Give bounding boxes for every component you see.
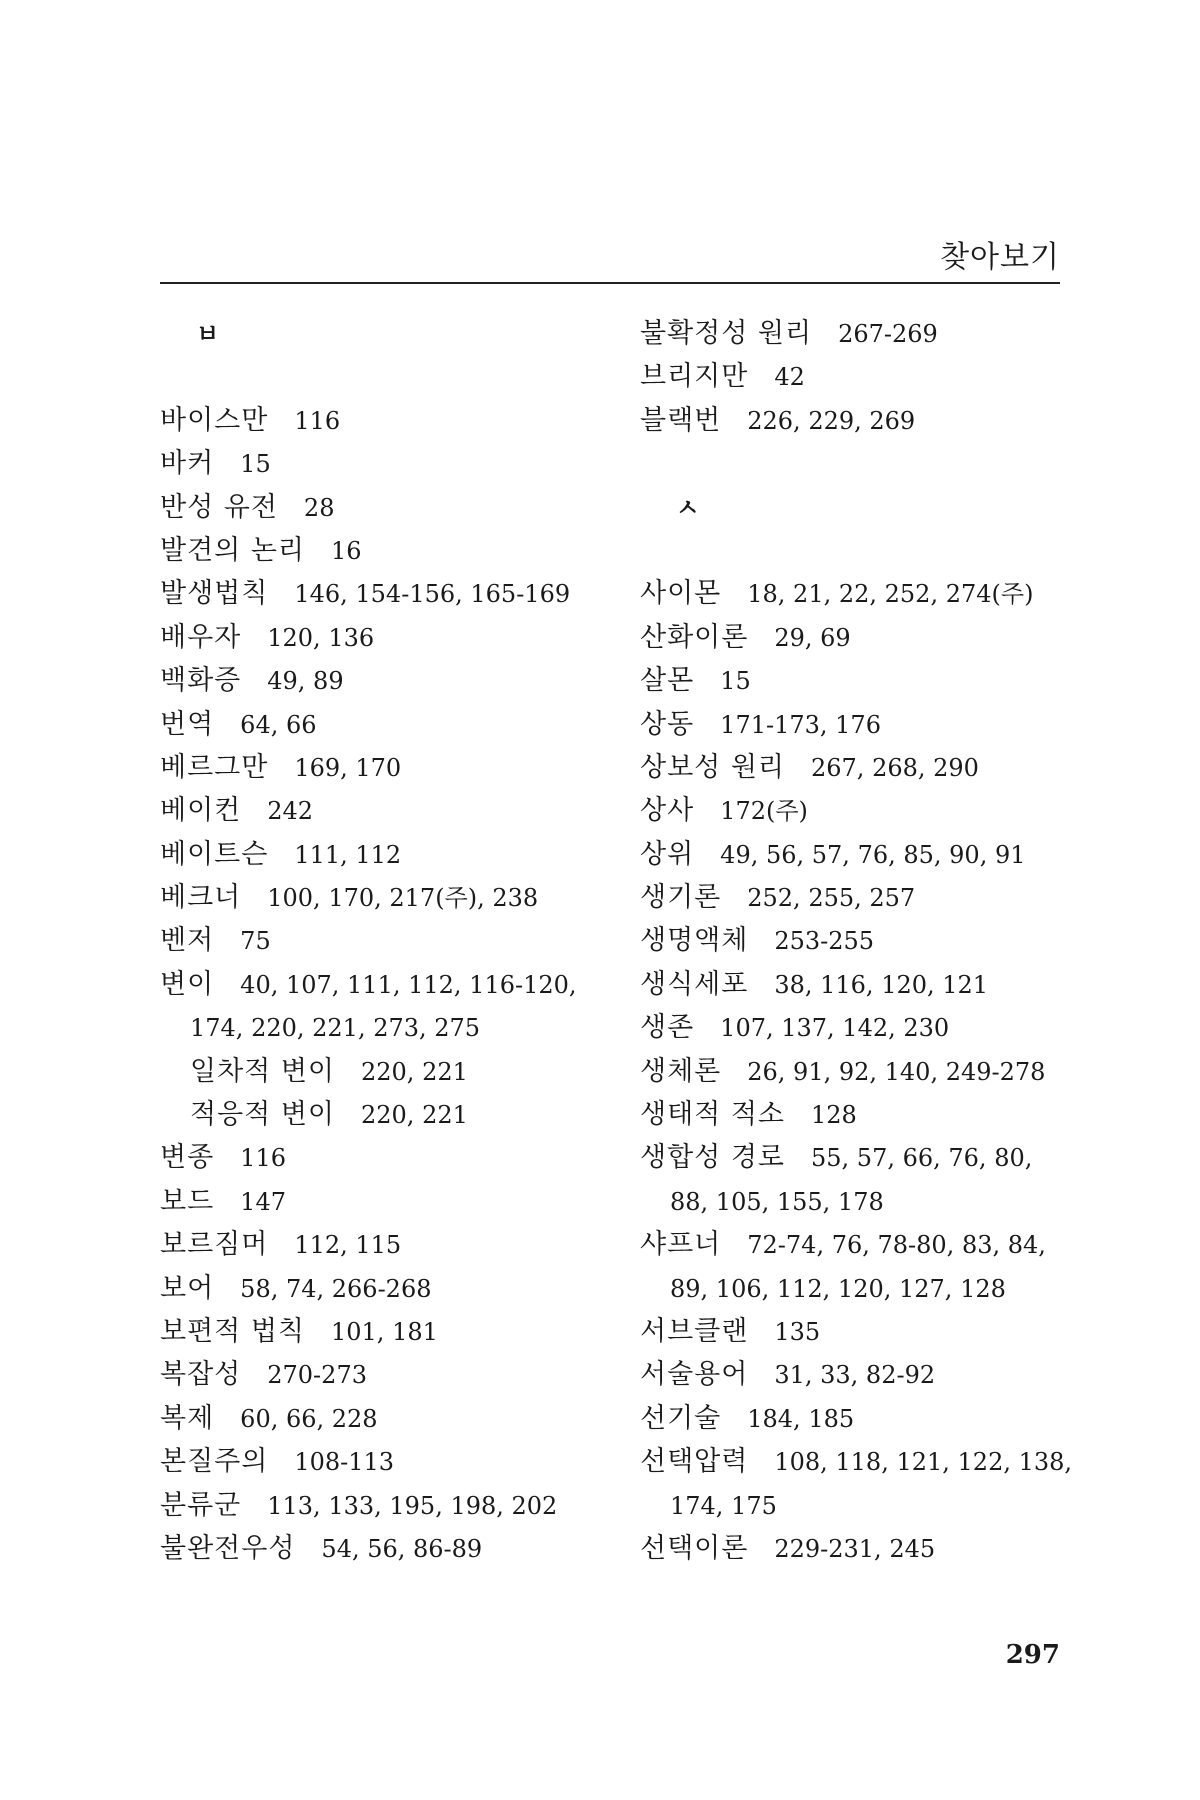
index-page-refs: 172(주) (720, 797, 808, 826)
index-entry (160, 399, 610, 442)
index-page-refs: 111, 112 (294, 840, 402, 869)
index-subentry (160, 1093, 610, 1136)
index-entry (640, 572, 1090, 615)
index-page-refs: 253-255 (774, 927, 875, 956)
index-entry (160, 1353, 610, 1396)
index-term: 일차적 변이 (190, 1055, 335, 1087)
index-page-refs: 116 (240, 1144, 286, 1173)
index-entry (160, 1397, 610, 1440)
index-entry (640, 1310, 1090, 1353)
index-term: 블랙번 (640, 404, 722, 436)
index-column-left (160, 312, 610, 1570)
index-term: 상동 (640, 708, 695, 740)
index-entry (640, 1440, 1090, 1483)
index-section-heading: ㅅ (676, 492, 700, 522)
index-page-refs: 31, 33, 82-92 (774, 1361, 936, 1390)
index-term: 선기술 (640, 1402, 722, 1434)
index-page-refs: 174, 175 (670, 1491, 777, 1520)
index-page-refs: 42 (774, 363, 805, 392)
index-page-refs: 120, 136 (267, 623, 375, 652)
index-page-refs: 146, 154-156, 165-169 (294, 580, 571, 609)
index-page-refs: 40, 107, 111, 112, 116-120, (240, 970, 577, 999)
index-entry (640, 703, 1090, 746)
index-term: 선택이론 (640, 1532, 749, 1564)
page-number: 297 (1005, 1640, 1060, 1670)
index-entry (640, 616, 1090, 659)
index-term: 상보성 원리 (640, 751, 785, 783)
index-page-refs: 108, 118, 121, 122, 138, (774, 1448, 1073, 1477)
index-entry-continuation (160, 1006, 610, 1049)
index-term: 불완전우성 (160, 1532, 296, 1564)
index-term: 바커 (160, 448, 215, 480)
index-term: 바이스만 (160, 404, 269, 436)
index-page-refs: 26, 91, 92, 140, 249-278 (747, 1057, 1046, 1086)
index-page-refs: 135 (774, 1317, 821, 1346)
index-term: 생식세포 (640, 968, 749, 1000)
index-page-refs: 267, 268, 290 (811, 753, 979, 782)
index-entry (160, 1136, 610, 1179)
index-entry (640, 659, 1090, 702)
index-entry (160, 616, 610, 659)
index-term: 발견의 논리 (160, 534, 305, 566)
blank-line (160, 355, 610, 398)
index-term: 사이몬 (640, 578, 722, 610)
index-page-refs: 64, 66 (240, 710, 317, 739)
index-page-refs: 252, 255, 257 (747, 884, 916, 913)
index-section-heading: ㅂ (196, 319, 220, 348)
index-term: 발생법칙 (160, 578, 269, 610)
index-entry (640, 1223, 1090, 1266)
index-entry (160, 789, 610, 832)
index-term: 생명액체 (640, 925, 749, 957)
index-term: 생기론 (640, 882, 722, 914)
index-page-refs: 270-273 (267, 1361, 367, 1390)
index-term: 생체론 (640, 1055, 722, 1087)
index-entry (640, 963, 1090, 1006)
index-entry (160, 442, 610, 485)
index-entry (160, 1484, 610, 1527)
index-page-refs: 220, 221 (361, 1101, 468, 1130)
index-entry (640, 1527, 1090, 1570)
index-page-refs: 169, 170 (294, 753, 402, 782)
index-term: 상사 (640, 795, 695, 827)
index-entry (160, 1180, 610, 1223)
index-term: 브리지만 (640, 361, 749, 393)
index-page-refs: 101, 181 (331, 1317, 438, 1346)
index-entry (160, 1267, 610, 1310)
index-term: 상위 (640, 838, 695, 870)
index-page-refs: 38, 116, 120, 121 (774, 970, 989, 999)
index-term: 서브클랜 (640, 1315, 749, 1347)
index-term: 복잡성 (160, 1359, 242, 1391)
index-entry (160, 746, 610, 789)
index-page-refs: 29, 69 (774, 623, 851, 652)
index-entry (640, 746, 1090, 789)
index-term: 베크너 (160, 882, 242, 914)
index-entry (160, 833, 610, 876)
index-entry (160, 703, 610, 746)
index-term: 불확정성 원리 (640, 318, 813, 349)
index-entry (160, 529, 610, 572)
index-subentry (160, 1050, 610, 1093)
index-term: 보드 (160, 1185, 215, 1217)
index-entry (640, 833, 1090, 876)
index-term: 보편적 법칙 (160, 1315, 305, 1347)
index-entry (160, 1527, 610, 1570)
index-entry (160, 659, 610, 702)
index-page-refs: 88, 105, 155, 178 (670, 1187, 884, 1216)
index-page-refs: 18, 21, 22, 252, 274(주) (747, 580, 1034, 609)
index-term: 백화증 (160, 665, 242, 697)
header-rule (160, 282, 1060, 284)
index-entry (640, 312, 1090, 355)
index-page-refs: 49, 56, 57, 76, 85, 90, 91 (720, 840, 1026, 869)
index-term: 베이컨 (160, 795, 242, 827)
index-entry (640, 919, 1090, 962)
index-page-refs: 28 (303, 493, 335, 522)
index-page-refs: 15 (720, 667, 751, 696)
index-term: 생태적 적소 (640, 1099, 785, 1131)
index-entry-continuation (640, 1484, 1090, 1527)
index-page-refs: 54, 56, 86-89 (321, 1534, 483, 1563)
index-entry (160, 919, 610, 962)
index-page-refs: 147 (240, 1187, 286, 1216)
index-page-refs: 242 (267, 797, 314, 826)
index-term: 본질주의 (160, 1446, 269, 1478)
index-page-refs: 184, 185 (747, 1404, 855, 1433)
index-term: 변이 (160, 968, 215, 1000)
index-entry (640, 399, 1090, 442)
index-page-refs: 113, 133, 195, 198, 202 (267, 1491, 558, 1520)
running-head: 찾아보기 (940, 240, 1060, 275)
index-page-refs: 229-231, 245 (774, 1534, 936, 1563)
index-page-refs: 108-113 (294, 1448, 395, 1477)
index-entry (640, 1397, 1090, 1440)
index-entry (160, 876, 610, 919)
index-entry-continuation (640, 1267, 1090, 1310)
index-page-refs: 226, 229, 269 (747, 406, 916, 435)
index-page-refs: 267-269 (838, 320, 938, 348)
index-term: 보어 (160, 1272, 215, 1304)
index-entry-continuation (640, 1180, 1090, 1223)
index-term: 복제 (160, 1402, 215, 1434)
index-entry (160, 963, 610, 1006)
index-term: 적응적 변이 (190, 1099, 335, 1131)
index-term: 분류군 (160, 1489, 242, 1521)
index-entry (640, 1353, 1090, 1396)
index-page-refs: 107, 137, 142, 230 (720, 1014, 950, 1043)
index-term: 선택압력 (640, 1446, 749, 1478)
index-term: 벤저 (160, 925, 215, 957)
index-term: 서술용어 (640, 1359, 749, 1391)
index-term: 생존 (640, 1012, 695, 1044)
index-term: 반성 유전 (160, 491, 278, 523)
index-page-refs: 100, 170, 217(주), 238 (267, 884, 539, 913)
blank-line (640, 529, 1090, 572)
index-page-refs: 55, 57, 66, 76, 80, (811, 1144, 1033, 1173)
index-term: 산화이론 (640, 621, 749, 653)
index-page-refs: 128 (811, 1101, 857, 1130)
index-term: 변종 (160, 1142, 215, 1174)
index-entry (640, 789, 1090, 832)
index-entry (640, 1006, 1090, 1049)
index-entry (640, 1050, 1090, 1093)
index-entry (160, 486, 610, 529)
index-entry (640, 876, 1090, 919)
index-column-right (640, 312, 1090, 1570)
index-entry (640, 1136, 1090, 1179)
index-term: 번역 (160, 708, 215, 740)
index-page-refs: 89, 106, 112, 120, 127, 128 (670, 1274, 1006, 1303)
index-entry (160, 1440, 610, 1483)
index-entry (160, 1223, 610, 1266)
index-term: 베르그만 (160, 751, 269, 783)
index-entry (640, 1093, 1090, 1136)
index-page-refs: 75 (240, 927, 271, 956)
index-term: 생합성 경로 (640, 1142, 785, 1174)
index-page-refs: 116 (294, 406, 341, 435)
index-term: 배우자 (160, 621, 242, 653)
index-page-refs: 174, 220, 221, 273, 275 (190, 1014, 481, 1043)
index-term: 샤프너 (640, 1229, 722, 1261)
index-page-refs: 72-74, 76, 78-80, 83, 84, (747, 1231, 1046, 1260)
index-term: 베이트슨 (160, 838, 269, 870)
index-page-refs: 49, 89 (267, 667, 344, 696)
index-page-refs: 220, 221 (361, 1057, 468, 1086)
index-entry (640, 355, 1090, 398)
blank-line (640, 442, 1090, 485)
index-entry (160, 572, 610, 615)
index-page-refs: 112, 115 (294, 1231, 402, 1260)
index-page-refs: 60, 66, 228 (240, 1404, 378, 1433)
index-term: 보르짐머 (160, 1229, 269, 1261)
index-entry (160, 1310, 610, 1353)
index-page-refs: 16 (331, 536, 362, 565)
index-term: 살몬 (640, 665, 695, 697)
index-page-refs: 15 (240, 450, 271, 479)
index-page-refs: 58, 74, 266-268 (240, 1274, 432, 1303)
index-page-refs: 171-173, 176 (720, 710, 881, 739)
